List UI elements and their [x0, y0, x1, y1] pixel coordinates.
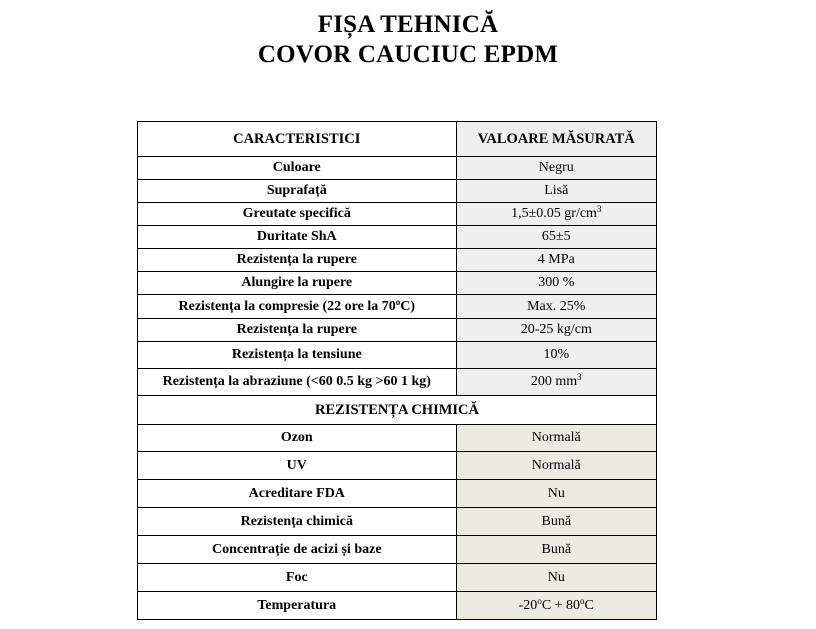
row-value: 20-25 kg/cm	[456, 319, 656, 342]
table-row	[138, 564, 657, 592]
row-value: Nu	[456, 564, 656, 592]
table-row	[138, 369, 657, 396]
value-superscript: 3	[577, 372, 582, 382]
table-row	[138, 319, 657, 342]
table-row	[138, 425, 657, 452]
value-text: 1,5±0.05 gr/cm	[511, 206, 597, 221]
header-measured-value: VALOARE MĂSURATĂ	[456, 122, 656, 157]
row-label: Rezistența chimică	[138, 508, 457, 536]
row-label: Rezistența la tensiune	[138, 342, 457, 369]
label-text: C)	[400, 298, 416, 314]
row-value: Normală	[456, 452, 656, 480]
value-text: 200 mm	[530, 374, 578, 389]
table-row	[138, 226, 657, 249]
spec-table	[137, 121, 657, 620]
table-row	[138, 249, 657, 272]
row-value: Lisă	[456, 180, 656, 203]
row-label	[138, 295, 457, 319]
value-text: C + 80	[541, 597, 581, 613]
row-label: Temperatura	[138, 592, 457, 620]
document-subtitle: COVOR CAUCIUC EPDM	[257, 41, 559, 68]
row-value: Normală	[456, 425, 656, 452]
row-value: 300 %	[456, 272, 656, 295]
row-value	[456, 592, 656, 620]
row-label: Alungire la rupere	[138, 272, 457, 295]
row-value: Max. 25%	[456, 295, 656, 319]
degree-superscript: o	[395, 296, 401, 307]
row-value: 4 MPa	[456, 249, 656, 272]
value-superscript: 3	[596, 204, 602, 214]
table-row	[138, 180, 657, 203]
table-row	[138, 452, 657, 480]
table-row	[138, 272, 657, 295]
document-title: FIȘA TEHNICĂ	[317, 11, 499, 38]
section-title-chemical-resistance: REZISTENȚA CHIMICĂ	[138, 396, 657, 425]
row-label: Acreditare FDA	[138, 480, 457, 508]
section-row	[138, 396, 657, 425]
label-text: Rezistența la compresie (22 ore la 70	[178, 298, 396, 314]
row-label: Duritate ShA	[138, 226, 457, 249]
row-label: Rezistența la rupere	[138, 319, 457, 342]
table-header-row	[138, 122, 657, 157]
header-characteristics: CARACTERISTICI	[138, 122, 457, 157]
value-text: -20	[518, 597, 538, 613]
row-value: Nu	[456, 480, 656, 508]
table-row	[138, 592, 657, 620]
row-value: 10%	[456, 342, 656, 369]
row-label: Ozon	[138, 425, 457, 452]
table-row	[138, 203, 657, 226]
row-label: Foc	[138, 564, 457, 592]
row-label: Culoare	[138, 157, 457, 180]
row-value	[456, 203, 656, 226]
degree-superscript: o	[537, 595, 542, 606]
row-label: Rezistența la abraziune (<60 0.5 kg >60 1 kg)	[138, 369, 457, 396]
table-row	[138, 157, 657, 180]
table-row	[138, 508, 657, 536]
table-row	[138, 480, 657, 508]
row-value: Negru	[456, 157, 656, 180]
row-label: Rezistența la rupere	[138, 249, 457, 272]
row-value	[456, 369, 656, 396]
degree-superscript: o	[580, 595, 585, 606]
row-label: UV	[138, 452, 457, 480]
row-value: Bună	[456, 536, 656, 564]
row-value: Bună	[456, 508, 656, 536]
table-row	[138, 342, 657, 369]
row-label: Suprafață	[138, 180, 457, 203]
value-text: C	[584, 597, 594, 613]
row-value: 65±5	[456, 226, 656, 249]
row-label: Greutate specifică	[138, 203, 457, 226]
table-row	[138, 536, 657, 564]
row-label: Concentrație de acizi și baze	[138, 536, 457, 564]
table-row	[138, 295, 657, 319]
